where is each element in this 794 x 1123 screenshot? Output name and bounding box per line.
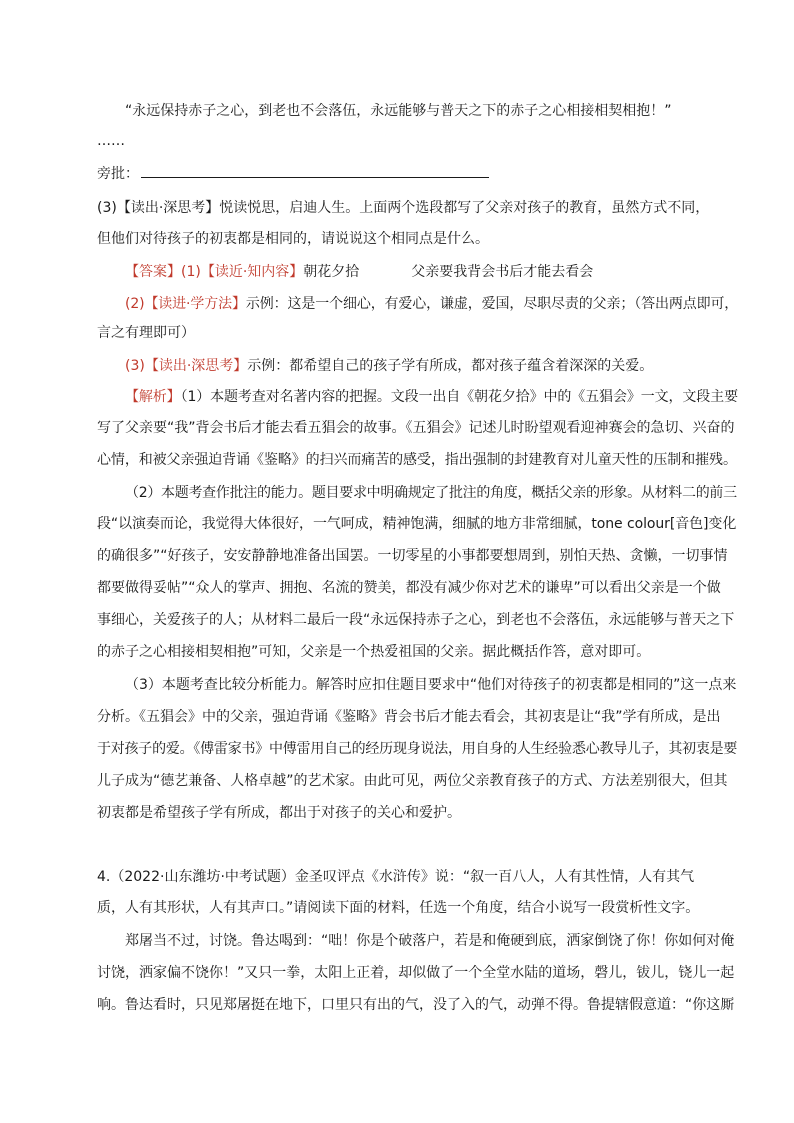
analysis-p3-line: 儿子成为“德艺兼备、人格卓越”的艺术家。由此可见，两位父亲教育孩子的方式、方法差别很大，但其 [97, 773, 728, 789]
quote-line: “永远保持赤子之心，到老也不会落伍，永远能够与普天之下的赤子之心相接相契相抱！” [125, 103, 672, 119]
analysis-p1-line [125, 387, 737, 407]
question-4-prompt-cont: 质，人有其形状，人有其声口。”请阅读下面的材料，任选一个角度，结合小说写一段赏析性文字。 [97, 900, 700, 916]
analysis-p3-line: 初衷都是希望孩子学有所成，都出于对孩子的关心和爱护。 [97, 805, 461, 821]
analysis-p2-line: 都要做得妥帖”“众人的掌声、拥抱、名流的赞美，都没有减少你对艺术的谦卑”可以看出父亲是一个做 [97, 580, 721, 596]
answer-2-text-cont: 言之有理即可） [97, 325, 195, 341]
question-4-source: （2022·山东潍坊·中考试题） [110, 869, 295, 885]
analysis-p2-line: 的确很多”“好孩子，安安静静地准备出国罢。一切零星的小事都要想周到，别怕天热、贪懒，一切事情 [97, 548, 728, 564]
answer-1-tag: (1)【读近·知内容】 [181, 264, 304, 280]
analysis-tag: 【解析】 [125, 389, 181, 405]
answer-1 [125, 262, 737, 282]
answer-1-part2: 父亲要我背会书后才能去看会 [411, 264, 594, 280]
analysis-p1-line: 心情，和被父亲强迫背诵《鉴略》的扫兴而痛苦的感受，指出强制的封建教育对儿童天性的压制和摧残。 [97, 452, 737, 468]
answer-3 [125, 356, 737, 376]
question-4-number: 4. [97, 869, 111, 885]
analysis-p3-line: 于对孩子的爱。《傅雷家书》中傅雷用自己的经历现身说法，用自身的人生经验悉心教导儿子，其初衷是要 [97, 741, 738, 757]
answer-2-tag: (2)【读进·学方法】 [125, 296, 246, 312]
analysis-p1-text: （1）本题考查对名著内容的把握。文段一出自《朝花夕拾》中的《五猖会》一文，文段主要 [180, 389, 738, 405]
annotation-blank [141, 163, 489, 178]
answer-2 [125, 294, 737, 314]
analysis-p2-line: 段“以演奏而论，我觉得大体很好，一气呵成，精神饱满，细腻的地方非常细腻，tone colour[音色]变化 [97, 516, 737, 532]
passage-line: 响。鲁达看时，只见郑屠挺在地下，口里只有出的气，没了入的气，动弹不得。鲁提辖假意道：“你这厮 [97, 997, 735, 1013]
subquestion-3-text: 悦读悦思，启迪人生。上面两个选段都写了父亲对孩子的教育，虽然方式不同， [219, 200, 710, 216]
annotation-line [97, 163, 737, 184]
ellipsis: …… [97, 133, 125, 149]
analysis-p3-line: （3）本题考查比较分析能力。解答时应扣住题目要求中“他们对待孩子的初衷都是相同的”这一点来 [125, 677, 737, 693]
answer-2-text: 示例：这是一个细心，有爱心，谦虚，爱国，尽职尽责的父亲；（答出两点即可， [245, 296, 739, 312]
subquestion-3-text-cont: 但他们对待孩子的初衷都是相同的，请说说这个相同点是什么。 [97, 231, 489, 247]
passage-line: 讨饶，洒家偏不饶你！”又只一拳，太阳上正着，却似做了一个全堂水陆的道场，磬儿，钹儿，铙儿一起 [97, 965, 735, 981]
annotation-label: 旁批： [97, 166, 139, 182]
question-4 [97, 867, 737, 887]
analysis-p2-line: 事细心，关爱孩子的人；从材料二最后一段“永远保持赤子之心，到老也不会落伍，永远能够与普天之下 [97, 612, 735, 628]
analysis-p1-line: 写了父亲要“我”背会书后才能去看五猖会的故事。《五猖会》记述儿时盼望观看迎神赛会的急切、兴奋的 [97, 420, 735, 436]
answer-tag: 【答案】 [125, 264, 181, 280]
answer-3-tag: (3)【读出·深思考】 [125, 358, 248, 374]
passage-line: 郑屠当不过，讨饶。鲁达喝到：“咄！你是个破落户，若是和俺硬到底，洒家倒饶了你！你如何对俺 [125, 933, 735, 949]
question-4-prompt: 金圣叹评点《水浒传》说：“叙一百八人，人有其性情，人有其气 [294, 869, 695, 885]
analysis-p3-line: 分析。《五猖会》中的父亲，强迫背诵《鉴略》背会书后才能去看会，其初衷是让“我”学有所成，是出 [97, 709, 721, 725]
analysis-p2-line: 的赤子之心相接相契相抱”可知，父亲是一个热爱祖国的父亲。据此概括作答，意对即可。 [97, 644, 651, 660]
subquestion-3 [97, 198, 737, 218]
answer-3-text: 示例：都希望自己的孩子学有所成，都对孩子蕴含着深深的关爱。 [247, 358, 654, 374]
subquestion-3-tag: (3)【读出·深思考】 [97, 200, 220, 216]
analysis-p2-line: （2）本题考查作批注的能力。题目要求中明确规定了批注的角度，概括父亲的形象。从材料二的前三 [125, 485, 737, 501]
answer-1-part1: 朝花夕拾 [303, 264, 360, 280]
